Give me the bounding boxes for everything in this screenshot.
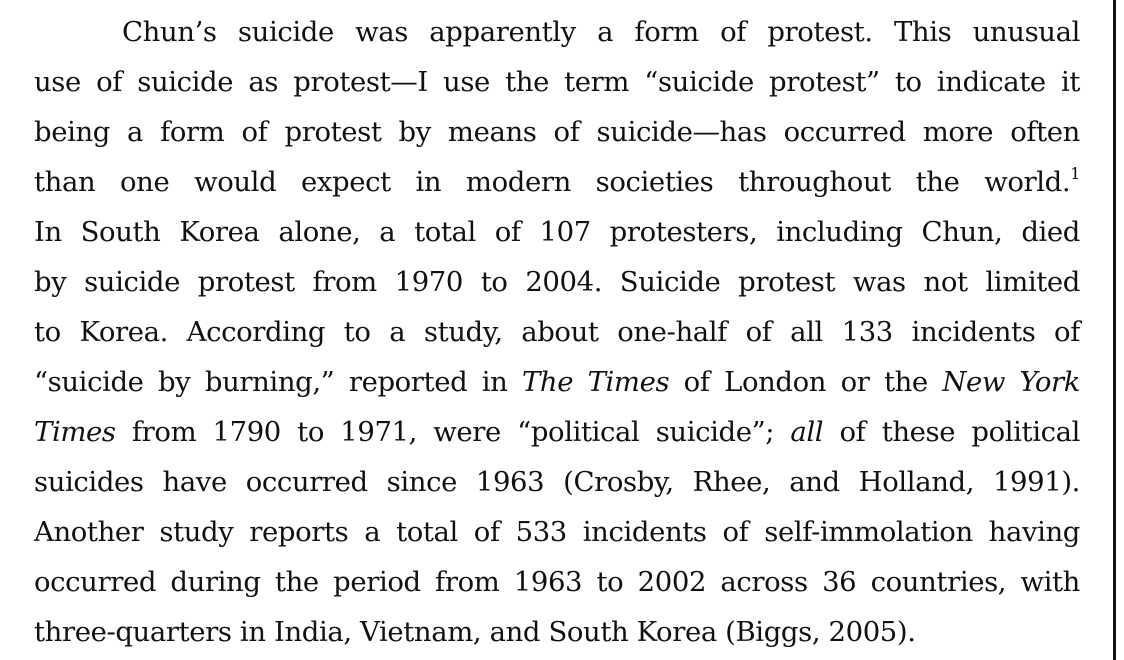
text-line — [34, 57, 1080, 107]
italic-emphasis: all — [790, 416, 824, 448]
text-run: In South Korea alone, a total of 107 protesters, including Chun, died — [34, 216, 1080, 248]
footnote-marker: 1 — [1070, 164, 1080, 183]
text-line — [34, 207, 1080, 257]
italic-title: Times — [34, 416, 116, 448]
text-line — [34, 307, 1080, 357]
text-run: suicides have occurred since 1963 (Crosby, Rhee, and Holland, 1991). — [34, 466, 1080, 498]
text-line — [34, 7, 1080, 57]
text-run: Another study reports a total of 533 incidents of self-immolation having — [34, 516, 1080, 548]
text-run: from 1790 to 1971, were “political suicide”; — [115, 416, 791, 448]
text-run: “suicide by burning,” reported in — [34, 366, 522, 398]
text-line — [34, 407, 1080, 457]
page-edge-line — [1113, 0, 1116, 660]
text-line — [34, 257, 1080, 307]
italic-title: New York — [942, 366, 1080, 398]
text-run: of these political — [823, 416, 1080, 448]
text-run: than one would expect in modern societies throughout the world. — [34, 166, 1071, 198]
text-line — [34, 357, 1080, 407]
text-run: of London or the — [669, 366, 943, 398]
text-line — [34, 457, 1080, 507]
text-line — [34, 107, 1080, 157]
italic-title: The Times — [521, 366, 670, 398]
text-run: by suicide protest from 1970 to 2004. Suicide protest was not limited — [34, 266, 1080, 298]
text-line — [34, 607, 1080, 657]
text-run: to Korea. According to a study, about one-half of all 133 incidents of — [34, 316, 1080, 348]
text-run: three-quarters in India, Vietnam, and South Korea (Biggs, 2005). — [34, 616, 916, 648]
text-line — [34, 507, 1080, 557]
text-line — [34, 157, 1080, 207]
text-run: use of suicide as protest—I use the term “suicide protest” to indicate it — [34, 66, 1080, 98]
text-run: being a form of protest by means of suicide—has occurred more often — [34, 116, 1080, 148]
text-run: occurred during the period from 1963 to 2002 across 36 countries, with — [34, 566, 1080, 598]
body-paragraph — [34, 7, 1080, 657]
text-line — [34, 557, 1080, 607]
text-run: Chun’s suicide was apparently a form of protest. This unusual — [122, 16, 1080, 48]
